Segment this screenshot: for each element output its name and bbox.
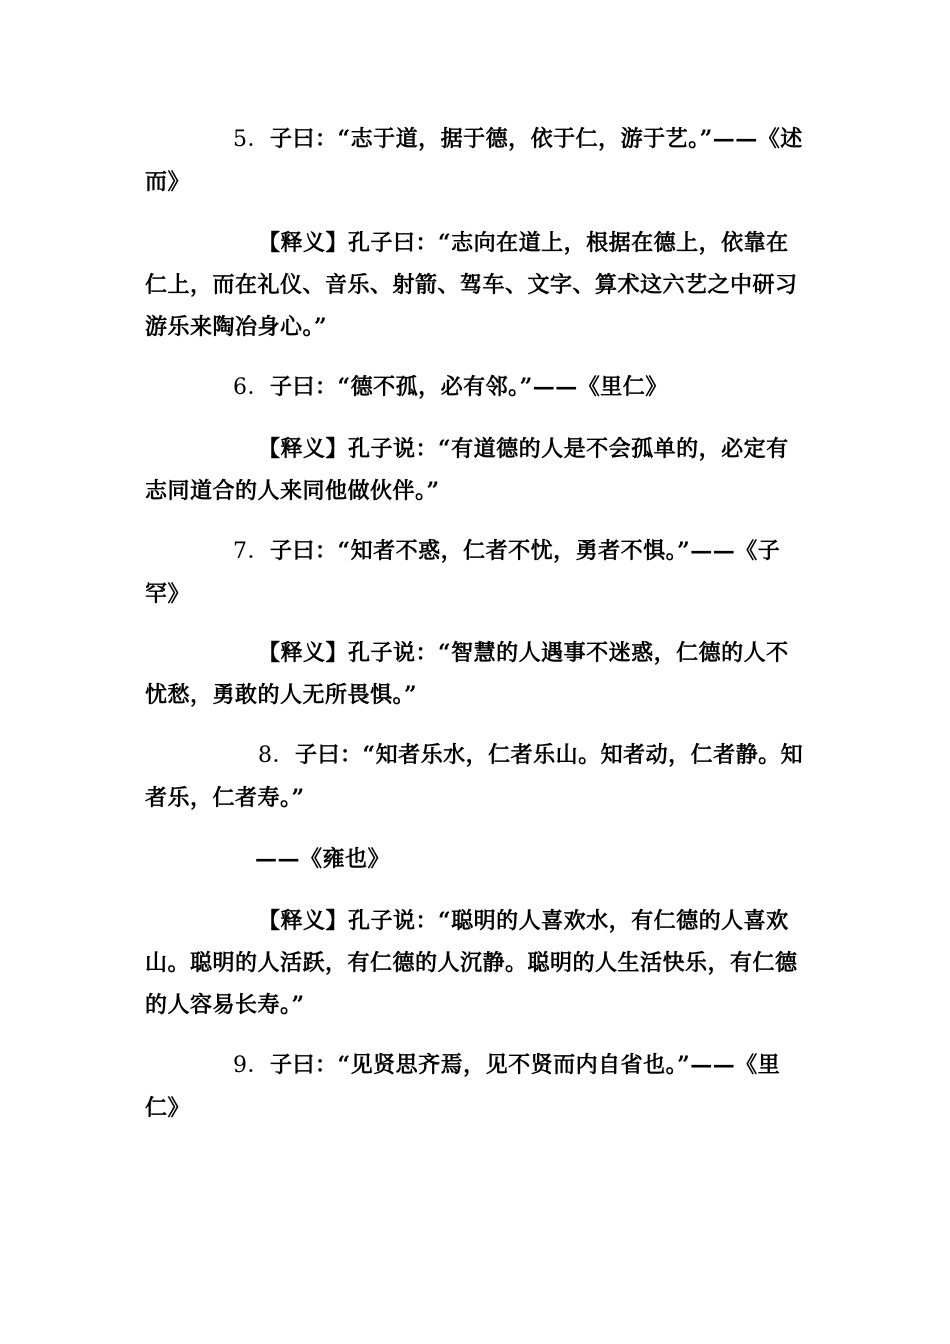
gloss-text: 【释义】孔子说：“智慧的人遇事不迷惑，仁德的人不忧愁，勇敢的人无所畏惧。” — [145, 640, 789, 708]
quote-text: 子曰：“知者乐水，仁者乐山。知者动，仁者静。知者乐，仁者寿。” — [145, 742, 804, 811]
quote-9 — [145, 1044, 805, 1129]
quote-7 — [145, 530, 805, 615]
quote-5 — [145, 118, 805, 203]
gloss-8 — [145, 900, 805, 1026]
gloss-5 — [145, 222, 805, 348]
quote-text: 子曰：“德不孤，必有邻。”——《里仁》 — [270, 374, 668, 400]
quote-text: 子曰：“见贤思齐焉，见不贤而内自省也。”——《里仁》 — [145, 1052, 781, 1121]
quote-number: 9． — [233, 1053, 270, 1078]
quote-text: 子曰：“志于道，据于德，依于仁，游于艺。”——《述而》 — [145, 126, 803, 195]
source-8 — [145, 838, 805, 880]
gloss-text: 【释义】孔子曰：“志向在道上，根据在德上，依靠在仁上，而在礼仪、音乐、射箭、驾车、文字、算术这六艺之中研习游乐来陶冶身心。” — [145, 230, 798, 340]
gloss-7 — [145, 632, 805, 716]
quote-6 — [145, 366, 805, 409]
quote-8 — [145, 734, 805, 819]
quote-number: 8． — [258, 743, 295, 768]
gloss-text: 【释义】孔子说：“聪明的人喜欢水，有仁德的人喜欢山。聪明的人活跃，有仁德的人沉静。聪明的人生活快乐，有仁德的人容易长寿。” — [145, 908, 798, 1018]
quote-number: 7． — [233, 539, 270, 564]
quote-number: 6． — [233, 375, 270, 400]
quote-text: 子曰：“知者不惑，仁者不忧，勇者不惧。”——《子罕》 — [145, 538, 781, 607]
quote-number: 5． — [233, 127, 270, 152]
gloss-text: 【释义】孔子说：“有道德的人是不会孤单的，必定有志同道合的人来同他做伙伴。” — [145, 436, 789, 504]
source-text: ——《雍也》 — [255, 846, 391, 872]
gloss-6 — [145, 428, 805, 512]
